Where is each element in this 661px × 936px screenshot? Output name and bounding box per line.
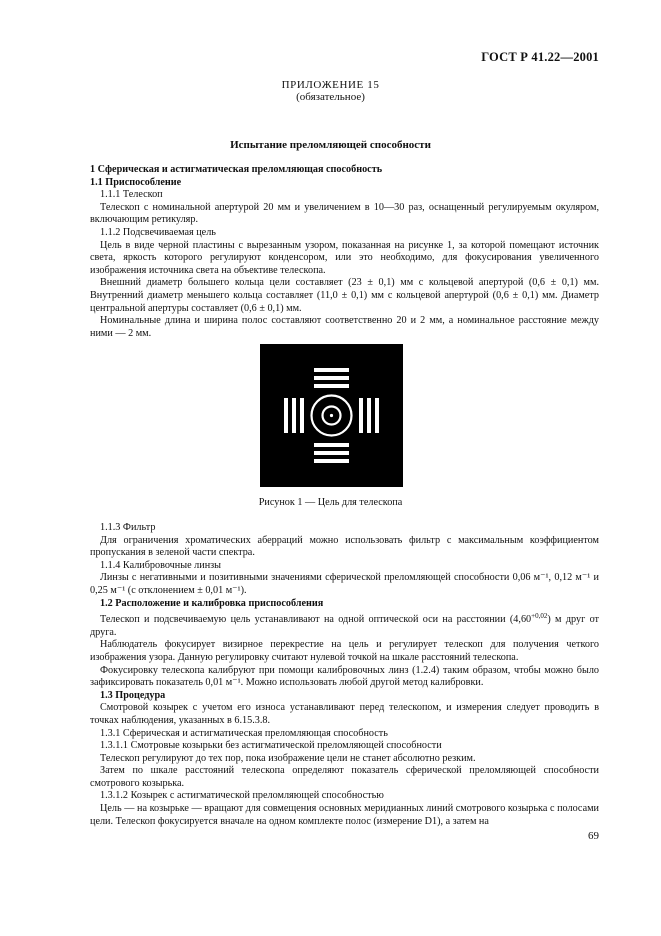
- paragraph-1-1-1: Телескоп с номинальной апертурой 20 мм и увеличением в 10—30 раз, оснащенный регулируемым окуляром, включающим ретикуляр.: [90, 201, 599, 226]
- paragraph-1-3: Смотровой козырек с учетом его износа устанавливают перед телескопом, и измерения следует проводить в точках наблюдения, указанных в 6.15.3.8.: [90, 702, 599, 726]
- text-block-2: [90, 522, 599, 828]
- telescope-target-figure: [260, 344, 403, 487]
- appendix-subtitle: (обязательное): [296, 91, 365, 103]
- heading-1-1-1: 1.1.1 Телескоп: [100, 189, 163, 201]
- paragraph-1-2-c: Фокусировку телескопа калибруют при помощи калибровочных линз (1.2.4) таким образом, чтобы можно было зафиксировать показатель 0,01 м⁻¹. Можно использовать любой другой метод калибровки.: [90, 664, 599, 689]
- page-number: 69: [588, 830, 599, 842]
- paragraph-1-1-3: Для ограничения хроматических аберраций можно использовать фильтр с максимальным коэффициентом пропускания в зеленой части спектра.: [90, 534, 599, 559]
- heading-1: 1 Сферическая и астигматическая преломляющая способность: [90, 164, 383, 175]
- heading-1-3-1-2: 1.3.1.2 Козырек с астигматической преломляющей способностью: [100, 790, 384, 802]
- tolerance-superscript: +0,02: [531, 612, 548, 621]
- target-pattern-icon: [260, 344, 403, 487]
- paragraph-1-2-a: [90, 610, 599, 639]
- heading-1-3: 1.3 Процедура: [100, 689, 166, 701]
- paragraph-1-1-2-c: Номинальные длина и ширина полос составляют соответственно 20 и 2 мм, а номинальное расстояние между ними — 2 мм.: [90, 315, 599, 339]
- paragraph-1-2-a-post: ) м друг от друга.: [90, 614, 599, 638]
- heading-1-1-3: 1.1.3 Фильтр: [100, 522, 156, 533]
- paragraph-1-2-a-pre: Телескоп и подсвечиваемую цель устанавливают на одной оптической оси на расстоянии (4,60: [100, 614, 532, 626]
- heading-1-1-2: 1.1.2 Подсвечиваемая цель: [100, 226, 216, 238]
- text-block-1: [90, 164, 599, 340]
- heading-1-2: 1.2 Расположение и калибровка приспособления: [100, 597, 324, 609]
- heading-1-3-1: 1.3.1 Сферическая и астигматическая преломляющая способность: [100, 727, 388, 739]
- document-title: Испытание преломляющей способности: [230, 139, 431, 151]
- paragraph-1-1-2-b: Внешний диаметр большего кольца цели составляет (23 ± 0,1) мм с кольцевой апертурой (0,6 ± 0,1) мм. Внутренний диаметр меньшего кольца составляет (11,0 ± 0,1) мм с кольцевой апертурой (0,6 ± 0,1) мм. Диаметр центральной апертуры составляет (0,6 ± 0,1) мм.: [90, 277, 599, 314]
- paragraph-1-3-1-1-a: Телескоп регулируют до тех пор, пока изображение цели не станет абсолютно резким.: [100, 752, 476, 764]
- paragraph-1-1-4: Линзы с негативными и позитивными значениями сферической преломляющей способности 0,06 м⁻¹, 0,12 м⁻¹ и 0,25 м⁻¹ (с отклонением ± 0,01 м⁻¹).: [90, 572, 599, 596]
- heading-1-1-4: 1.1.4 Калибровочные линзы: [100, 559, 222, 571]
- figure-caption: Рисунок 1 — Цель для телескопа: [258, 497, 403, 508]
- paragraph-1-2-b: Наблюдатель фокусирует визирное перекрестие на цель и регулирует телескоп для получения четкого изображения узора. Данную регулировку считают нулевой точкой на шкале расстояний телескопа.: [90, 639, 599, 663]
- heading-1-1: 1.1 Приспособление: [90, 176, 182, 188]
- paragraph-1-3-1-2: Цель — на козырьке — вращают для совмещения основных меридианных линий смотрового козырька с полосами цели. Телескоп фокусируется вначале на одном комплекте полос (измерение D1), а затем на: [90, 803, 599, 827]
- paragraph-1-1-2-a: Цель в виде черной пластины с вырезанным узором, показанная на рисунке 1, за которой помещают источник света, яркость которого регулируют конденсором, или это необходимо, для фокусирования увеличенного изображения источника света на объективе телескопа.: [90, 239, 599, 276]
- paragraph-1-3-1-1-b: Затем по шкале расстояний телескопа определяют показатель сферической преломляющей способности смотрового козырька.: [90, 765, 599, 789]
- heading-1-3-1-1: 1.3.1.1 Смотровые козырьки без астигматической преломляющей способности: [100, 740, 442, 752]
- appendix-title: ПРИЛОЖЕНИЕ 15: [281, 79, 380, 91]
- standard-code: ГОСТ Р 41.22—2001: [481, 50, 599, 64]
